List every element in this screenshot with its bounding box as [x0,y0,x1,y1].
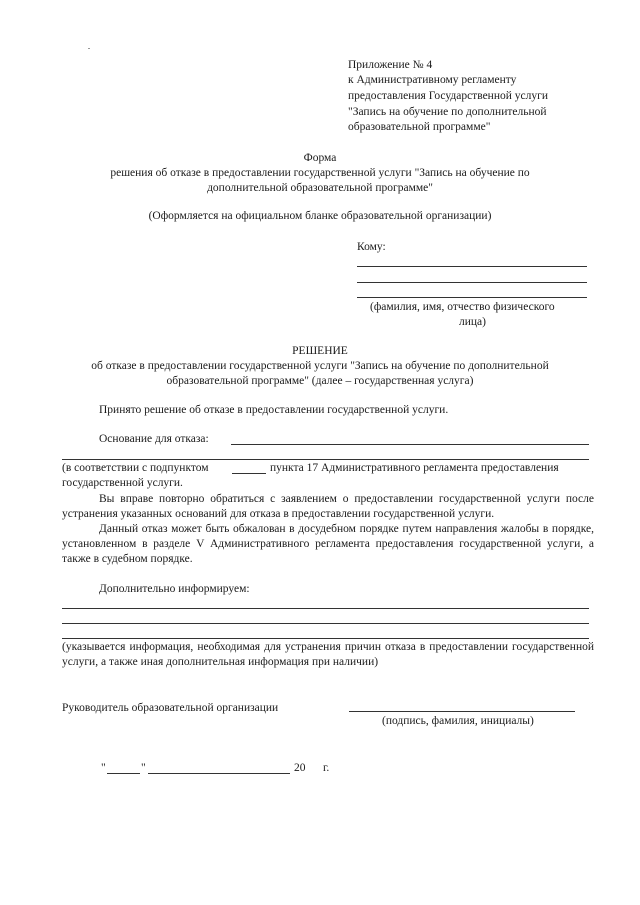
recipient-line-1 [357,266,587,267]
appeal-paragraph: Данный отказ может быть обжалован в досудебном порядке путем направления жалобы в порядке, установленном в разделе V Административного регламента предоставления государственной услуги, а также в судебном порядке. [62,523,594,565]
additional-info-label: Дополнительно информируем: [99,583,250,595]
date-close-quote: " [141,762,146,774]
date-open-quote: " [101,762,106,774]
decision-title: РЕШЕНИЕ [292,345,348,357]
form-title: Форма [303,152,337,164]
signature-line [349,711,575,712]
subpoint-blank [232,473,266,474]
year-suffix: г. [323,762,330,774]
appendix-line-3: предоставления Государственной услуги [348,90,548,102]
decision-subtitle-1: об отказе в предоставлении государственной услуги "Запись на обучение по дополнительной [91,360,549,372]
appendix-line-2: к Административному регламенту [348,74,517,86]
basis-label: Основание для отказа: [99,433,209,445]
month-blank [148,773,290,774]
signature-label: Руководитель образовательной организации [62,702,279,714]
appendix-line-4: "Запись на обучение по дополнительной [348,106,547,118]
basis-reference-prefix: (в соответствии с подпунктом [62,462,209,474]
basis-reference-suffix: пункта 17 Административного регламента предоставления [270,462,559,474]
reapply-paragraph: Вы вправе повторно обратиться с заявлением о предоставлении государственной услуги после устранения указанных оснований для отказа в предоставлении государственной услуги. [62,493,594,520]
additional-info-hint: (указывается информация, необходимая для устранения причин отказа в предоставлении государственной услуги, а также иная дополнительная информация при наличии) [62,641,594,668]
letterhead-note: (Оформляется на официальном бланке образовательной организации) [148,210,492,222]
day-blank [107,773,140,774]
additional-line-3 [62,638,589,639]
form-subtitle-1: решения об отказе в предоставлении государственной услуги "Запись на обучение по [110,167,530,179]
recipient-hint-2: лица) [459,316,486,328]
recipient-label: Кому: [357,241,386,253]
form-subtitle-2: дополнительной образовательной программе" [207,182,433,194]
basis-reference-line-2: государственной услуги. [62,477,183,489]
recipient-line-2 [357,282,587,283]
recipient-line-3 [357,297,587,298]
appendix-line-5: образовательной программе" [348,121,491,133]
year-prefix: 20 [294,762,306,774]
decision-subtitle-2: образовательной программе" (далее – государственная услуга) [166,375,474,387]
recipient-hint-1: (фамилия, имя, отчество физического [370,301,555,313]
decision-statement: Принято решение об отказе в предоставлении государственной услуги. [99,404,449,416]
basis-line-2 [62,459,589,460]
appendix-number: Приложение № 4 [348,59,433,71]
additional-line-1 [62,608,589,609]
scan-speck [88,48,90,49]
additional-line-2 [62,623,589,624]
signature-hint: (подпись, фамилия, инициалы) [382,715,534,727]
basis-line-1 [231,444,589,445]
